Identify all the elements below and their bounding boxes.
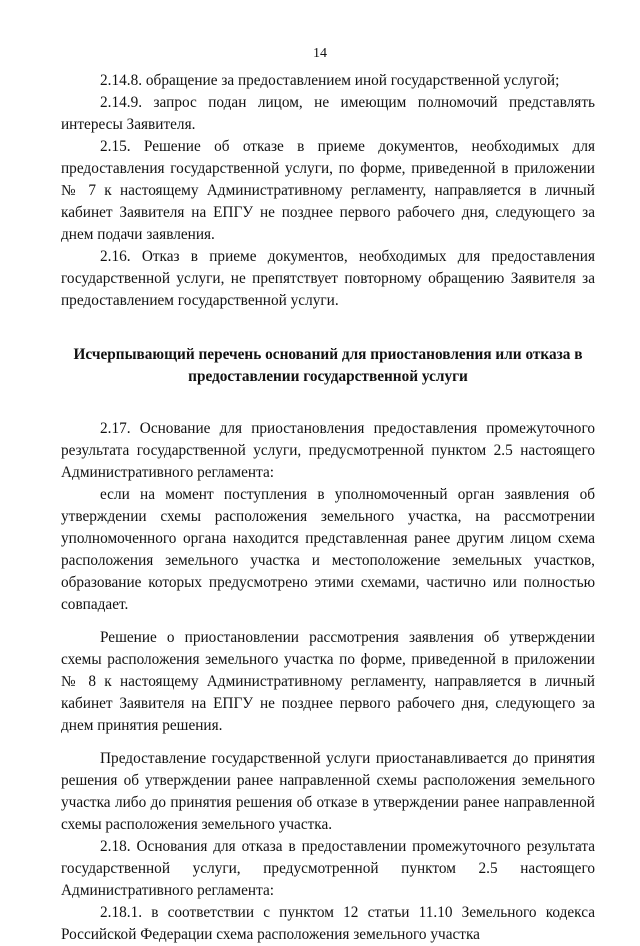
paragraph-2-16: 2.16. Отказ в приеме документов, необходимых для предоставления государственной услуги, не препятствует повторному обращению Заявителя за предоставлением государственной услуги. <box>61 248 595 309</box>
section-heading-line-1: Исчерпывающий перечень оснований для приостановления или отказа в <box>73 346 583 363</box>
paragraph-2-17-condition: если на момент поступления в уполномоченный орган заявления об утверждении схемы расположения земельного участка, на рассмотрении уполномоченного органа находится представленная ранее другим лицом схема расположения земельного участка и местоположение земельных участков, образование которых предусмотрено этими схемами, частично или полностью совпадает. <box>61 486 595 613</box>
paragraph-2-14-8: 2.14.8. обращение за предоставлением иной государственной услугой; <box>100 72 560 89</box>
paragraph-2-18: 2.18. Основания для отказа в предоставлении промежуточного результата государственной услуги, предусмотренной пунктом 2.5 настоящего Административного регламента: <box>61 838 595 899</box>
section-heading <box>71 344 585 388</box>
paragraph-2-17: 2.17. Основание для приостановления предоставления промежуточного результата государственной услуги, предусмотренной пунктом 2.5 настоящего Административного регламента: <box>61 420 595 481</box>
section-heading-line-2: предоставлении государственной услуги <box>188 368 468 385</box>
paragraph-2-15: 2.15. Решение об отказе в приеме документов, необходимых для предоставления государственной услуги, по форме, приведенной в приложении № 7 к настоящему Административному регламенту, направляется в личный кабинет Заявителя на ЕПГУ не позднее первого рабочего дня, следующего за днем подачи заявления. <box>61 138 595 243</box>
document-body <box>61 70 595 946</box>
paragraph-suspension-duration: Предоставление государственной услуги приостанавливается до принятия решения об утверждении ранее направленной схемы расположения земельного участка либо до принятия решения об отказе в утверждении ранее направленной схемы расположения земельного участка. <box>61 750 595 833</box>
paragraph-2-18-1: 2.18.1. в соответствии с пунктом 12 статьи 11.10 Земельного кодекса Российской Федерации схема расположения земельного участка <box>61 904 595 943</box>
page-number: 14 <box>313 46 327 61</box>
paragraph-suspension-decision: Решение о приостановлении рассмотрения заявления об утверждении схемы расположения земельного участка по форме, приведенной в приложении № 8 к настоящему Административному регламенту, направляется в личный кабинет Заявителя на ЕПГУ не позднее первого рабочего дня, следующего за днем принятия решения. <box>61 629 595 734</box>
paragraph-2-14-9: 2.14.9. запрос подан лицом, не имеющим полномочий представлять интересы Заявителя. <box>61 94 595 133</box>
